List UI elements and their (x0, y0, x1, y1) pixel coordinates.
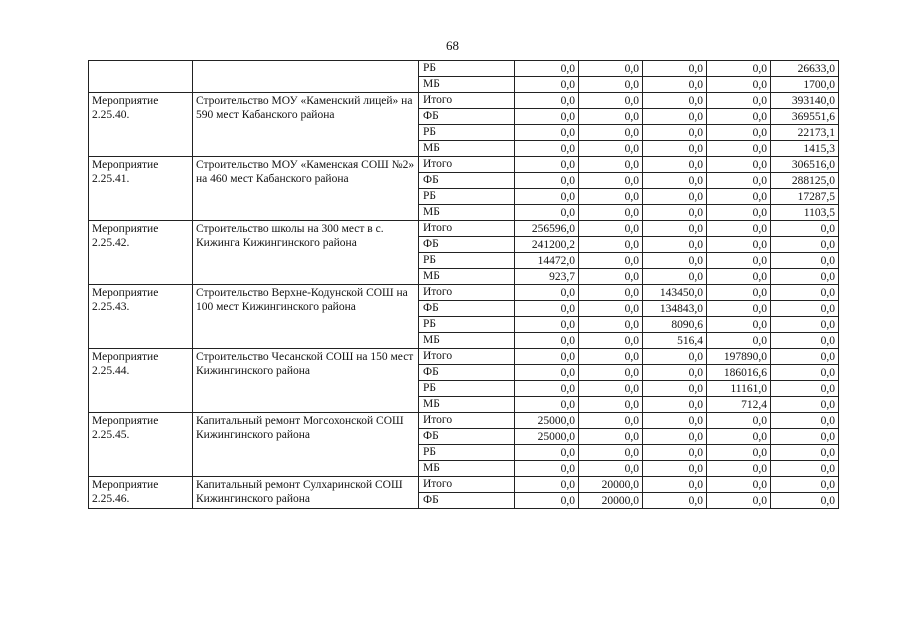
funding-source-cell: Итого (419, 413, 515, 429)
funding-source-cell: МБ (419, 141, 515, 157)
funding-source-cell: МБ (419, 205, 515, 221)
funding-source-cell: Итого (419, 349, 515, 365)
amount-cell: 0,0 (579, 93, 643, 109)
amount-cell: 256596,0 (515, 221, 579, 237)
amount-cell: 393140,0 (771, 93, 839, 109)
amount-cell: 0,0 (771, 333, 839, 349)
funding-source-cell: ФБ (419, 109, 515, 125)
funding-source-cell: Итого (419, 477, 515, 493)
amount-cell: 0,0 (643, 365, 707, 381)
amount-cell: 0,0 (515, 461, 579, 477)
amount-cell: 0,0 (579, 317, 643, 333)
amount-cell: 0,0 (707, 93, 771, 109)
measure-description: Строительство МОУ «Каменская СОШ №2» на 460 мест Кабанского района (193, 157, 419, 221)
table-row (89, 477, 839, 493)
amount-cell: 0,0 (643, 205, 707, 221)
amount-cell: 0,0 (707, 333, 771, 349)
funding-source-cell: МБ (419, 77, 515, 93)
amount-cell: 0,0 (515, 493, 579, 509)
amount-cell: 0,0 (515, 141, 579, 157)
amount-cell: 288125,0 (771, 173, 839, 189)
amount-cell: 0,0 (707, 477, 771, 493)
measure-description: Капитальный ремонт Сулхаринской СОШ Кижингинского района (193, 477, 419, 509)
amount-cell: 26633,0 (771, 61, 839, 77)
measure-description: Строительство школы на 300 мест в с. Кижинга Кижингинского района (193, 221, 419, 285)
measure-cell (89, 61, 193, 93)
amount-cell: 0,0 (707, 189, 771, 205)
amount-cell: 0,0 (515, 61, 579, 77)
amount-cell: 0,0 (579, 349, 643, 365)
amount-cell: 0,0 (643, 157, 707, 173)
amount-cell: 0,0 (643, 493, 707, 509)
amount-cell: 241200,2 (515, 237, 579, 253)
amount-cell: 17287,5 (771, 189, 839, 205)
amount-cell: 143450,0 (643, 285, 707, 301)
amount-cell: 0,0 (579, 381, 643, 397)
amount-cell: 0,0 (579, 301, 643, 317)
amount-cell: 0,0 (515, 285, 579, 301)
amount-cell: 0,0 (707, 429, 771, 445)
amount-cell: 0,0 (771, 285, 839, 301)
amount-cell: 0,0 (515, 173, 579, 189)
amount-cell: 0,0 (579, 333, 643, 349)
amount-cell: 0,0 (579, 445, 643, 461)
amount-cell: 0,0 (515, 445, 579, 461)
amount-cell: 0,0 (771, 301, 839, 317)
funding-source-cell: ФБ (419, 365, 515, 381)
amount-cell: 0,0 (579, 461, 643, 477)
amount-cell: 0,0 (515, 333, 579, 349)
amount-cell: 1415,3 (771, 141, 839, 157)
measure-label: Мероприятие 2.25.45. (89, 413, 193, 477)
amount-cell: 0,0 (771, 477, 839, 493)
measure-label: Мероприятие 2.25.40. (89, 93, 193, 157)
amount-cell: 0,0 (643, 477, 707, 493)
amount-cell: 0,0 (771, 221, 839, 237)
amount-cell: 20000,0 (579, 477, 643, 493)
amount-cell: 20000,0 (579, 493, 643, 509)
amount-cell: 134843,0 (643, 301, 707, 317)
funding-source-cell: ФБ (419, 301, 515, 317)
amount-cell: 0,0 (643, 461, 707, 477)
amount-cell: 0,0 (515, 189, 579, 205)
funding-source-cell: РБ (419, 125, 515, 141)
amount-cell: 0,0 (771, 429, 839, 445)
amount-cell: 0,0 (579, 221, 643, 237)
amount-cell: 25000,0 (515, 429, 579, 445)
amount-cell: 0,0 (707, 237, 771, 253)
measure-description: Строительство МОУ «Каменский лицей» на 590 мест Кабанского района (193, 93, 419, 157)
funding-source-cell: МБ (419, 333, 515, 349)
table-row (89, 61, 839, 77)
amount-cell: 0,0 (643, 445, 707, 461)
funding-source-cell: Итого (419, 221, 515, 237)
amount-cell: 0,0 (707, 61, 771, 77)
amount-cell: 0,0 (643, 221, 707, 237)
amount-cell: 0,0 (515, 301, 579, 317)
table-row (89, 157, 839, 173)
amount-cell: 0,0 (771, 413, 839, 429)
amount-cell: 0,0 (515, 77, 579, 93)
amount-cell: 0,0 (579, 413, 643, 429)
amount-cell: 0,0 (515, 317, 579, 333)
amount-cell: 516,4 (643, 333, 707, 349)
amount-cell: 0,0 (707, 221, 771, 237)
amount-cell: 0,0 (515, 109, 579, 125)
funding-source-cell: РБ (419, 445, 515, 461)
funding-source-cell: РБ (419, 317, 515, 333)
amount-cell: 0,0 (707, 285, 771, 301)
amount-cell: 0,0 (771, 269, 839, 285)
amount-cell: 0,0 (579, 365, 643, 381)
funding-source-cell: Итого (419, 93, 515, 109)
amount-cell: 0,0 (707, 445, 771, 461)
funding-source-cell: РБ (419, 253, 515, 269)
amount-cell: 0,0 (515, 397, 579, 413)
amount-cell: 1103,5 (771, 205, 839, 221)
amount-cell: 0,0 (515, 349, 579, 365)
funding-source-cell: Итого (419, 285, 515, 301)
amount-cell: 0,0 (771, 365, 839, 381)
amount-cell: 0,0 (643, 109, 707, 125)
measure-label: Мероприятие 2.25.41. (89, 157, 193, 221)
amount-cell: 0,0 (643, 93, 707, 109)
funding-source-cell: РБ (419, 61, 515, 77)
amount-cell: 712,4 (707, 397, 771, 413)
amount-cell: 186016,6 (707, 365, 771, 381)
amount-cell: 0,0 (579, 269, 643, 285)
amount-cell: 0,0 (643, 237, 707, 253)
amount-cell: 0,0 (707, 301, 771, 317)
budget-table (88, 60, 839, 509)
amount-cell: 923,7 (515, 269, 579, 285)
amount-cell: 306516,0 (771, 157, 839, 173)
measure-label: Мероприятие 2.25.43. (89, 285, 193, 349)
amount-cell: 0,0 (771, 349, 839, 365)
amount-cell: 0,0 (515, 477, 579, 493)
amount-cell: 0,0 (515, 157, 579, 173)
amount-cell: 0,0 (579, 61, 643, 77)
amount-cell: 0,0 (579, 189, 643, 205)
amount-cell: 0,0 (579, 429, 643, 445)
funding-source-cell: ФБ (419, 429, 515, 445)
amount-cell: 0,0 (707, 253, 771, 269)
amount-cell: 0,0 (707, 109, 771, 125)
amount-cell: 0,0 (643, 269, 707, 285)
amount-cell: 0,0 (579, 125, 643, 141)
amount-cell: 1700,0 (771, 77, 839, 93)
measure-description: Капитальный ремонт Могсохонской СОШ Кижингинского района (193, 413, 419, 477)
funding-source-cell: МБ (419, 461, 515, 477)
amount-cell: 0,0 (643, 413, 707, 429)
amount-cell: 0,0 (579, 253, 643, 269)
amount-cell: 0,0 (579, 141, 643, 157)
amount-cell: 0,0 (771, 461, 839, 477)
amount-cell: 0,0 (771, 397, 839, 413)
amount-cell: 14472,0 (515, 253, 579, 269)
amount-cell: 0,0 (707, 317, 771, 333)
amount-cell: 0,0 (643, 173, 707, 189)
amount-cell: 0,0 (643, 349, 707, 365)
amount-cell: 0,0 (707, 173, 771, 189)
amount-cell: 0,0 (707, 77, 771, 93)
amount-cell: 0,0 (579, 173, 643, 189)
table-row (89, 285, 839, 301)
amount-cell: 197890,0 (707, 349, 771, 365)
amount-cell: 0,0 (771, 493, 839, 509)
amount-cell: 0,0 (707, 125, 771, 141)
amount-cell: 8090,6 (643, 317, 707, 333)
table-row (89, 221, 839, 237)
description-cell (193, 61, 419, 93)
amount-cell: 0,0 (707, 269, 771, 285)
amount-cell: 0,0 (643, 125, 707, 141)
amount-cell: 0,0 (643, 141, 707, 157)
amount-cell: 0,0 (771, 381, 839, 397)
measure-description: Строительство Чесанской СОШ на 150 мест Кижингинского района (193, 349, 419, 413)
funding-source-cell: ФБ (419, 493, 515, 509)
amount-cell: 0,0 (707, 141, 771, 157)
measure-description: Строительство Верхне-Кодунской СОШ на 100 мест Кижингинского района (193, 285, 419, 349)
amount-cell: 0,0 (579, 157, 643, 173)
amount-cell: 11161,0 (707, 381, 771, 397)
amount-cell: 0,0 (643, 429, 707, 445)
amount-cell: 0,0 (707, 413, 771, 429)
amount-cell: 0,0 (579, 237, 643, 253)
amount-cell: 0,0 (643, 189, 707, 205)
budget-table-body (89, 61, 839, 509)
amount-cell: 0,0 (515, 365, 579, 381)
amount-cell: 0,0 (707, 157, 771, 173)
amount-cell: 369551,6 (771, 109, 839, 125)
table-row (89, 413, 839, 429)
amount-cell: 0,0 (579, 285, 643, 301)
table-row (89, 93, 839, 109)
amount-cell: 0,0 (515, 381, 579, 397)
amount-cell: 0,0 (515, 125, 579, 141)
amount-cell: 0,0 (643, 253, 707, 269)
amount-cell: 0,0 (515, 93, 579, 109)
page-number: 68 (446, 38, 459, 53)
measure-label: Мероприятие 2.25.42. (89, 221, 193, 285)
amount-cell: 0,0 (707, 493, 771, 509)
amount-cell: 0,0 (643, 77, 707, 93)
funding-source-cell: МБ (419, 397, 515, 413)
amount-cell: 0,0 (771, 317, 839, 333)
amount-cell: 0,0 (771, 253, 839, 269)
amount-cell: 0,0 (515, 205, 579, 221)
amount-cell: 0,0 (707, 461, 771, 477)
amount-cell: 0,0 (771, 445, 839, 461)
amount-cell: 0,0 (643, 397, 707, 413)
table-row (89, 349, 839, 365)
amount-cell: 0,0 (579, 205, 643, 221)
amount-cell: 0,0 (643, 61, 707, 77)
amount-cell: 0,0 (579, 397, 643, 413)
funding-source-cell: Итого (419, 157, 515, 173)
funding-source-cell: ФБ (419, 237, 515, 253)
measure-label: Мероприятие 2.25.44. (89, 349, 193, 413)
amount-cell: 0,0 (643, 381, 707, 397)
funding-source-cell: РБ (419, 189, 515, 205)
measure-label: Мероприятие 2.25.46. (89, 477, 193, 509)
amount-cell: 0,0 (579, 77, 643, 93)
funding-source-cell: РБ (419, 381, 515, 397)
amount-cell: 0,0 (771, 237, 839, 253)
amount-cell: 25000,0 (515, 413, 579, 429)
amount-cell: 0,0 (707, 205, 771, 221)
funding-source-cell: МБ (419, 269, 515, 285)
amount-cell: 22173,1 (771, 125, 839, 141)
funding-source-cell: ФБ (419, 173, 515, 189)
amount-cell: 0,0 (579, 109, 643, 125)
